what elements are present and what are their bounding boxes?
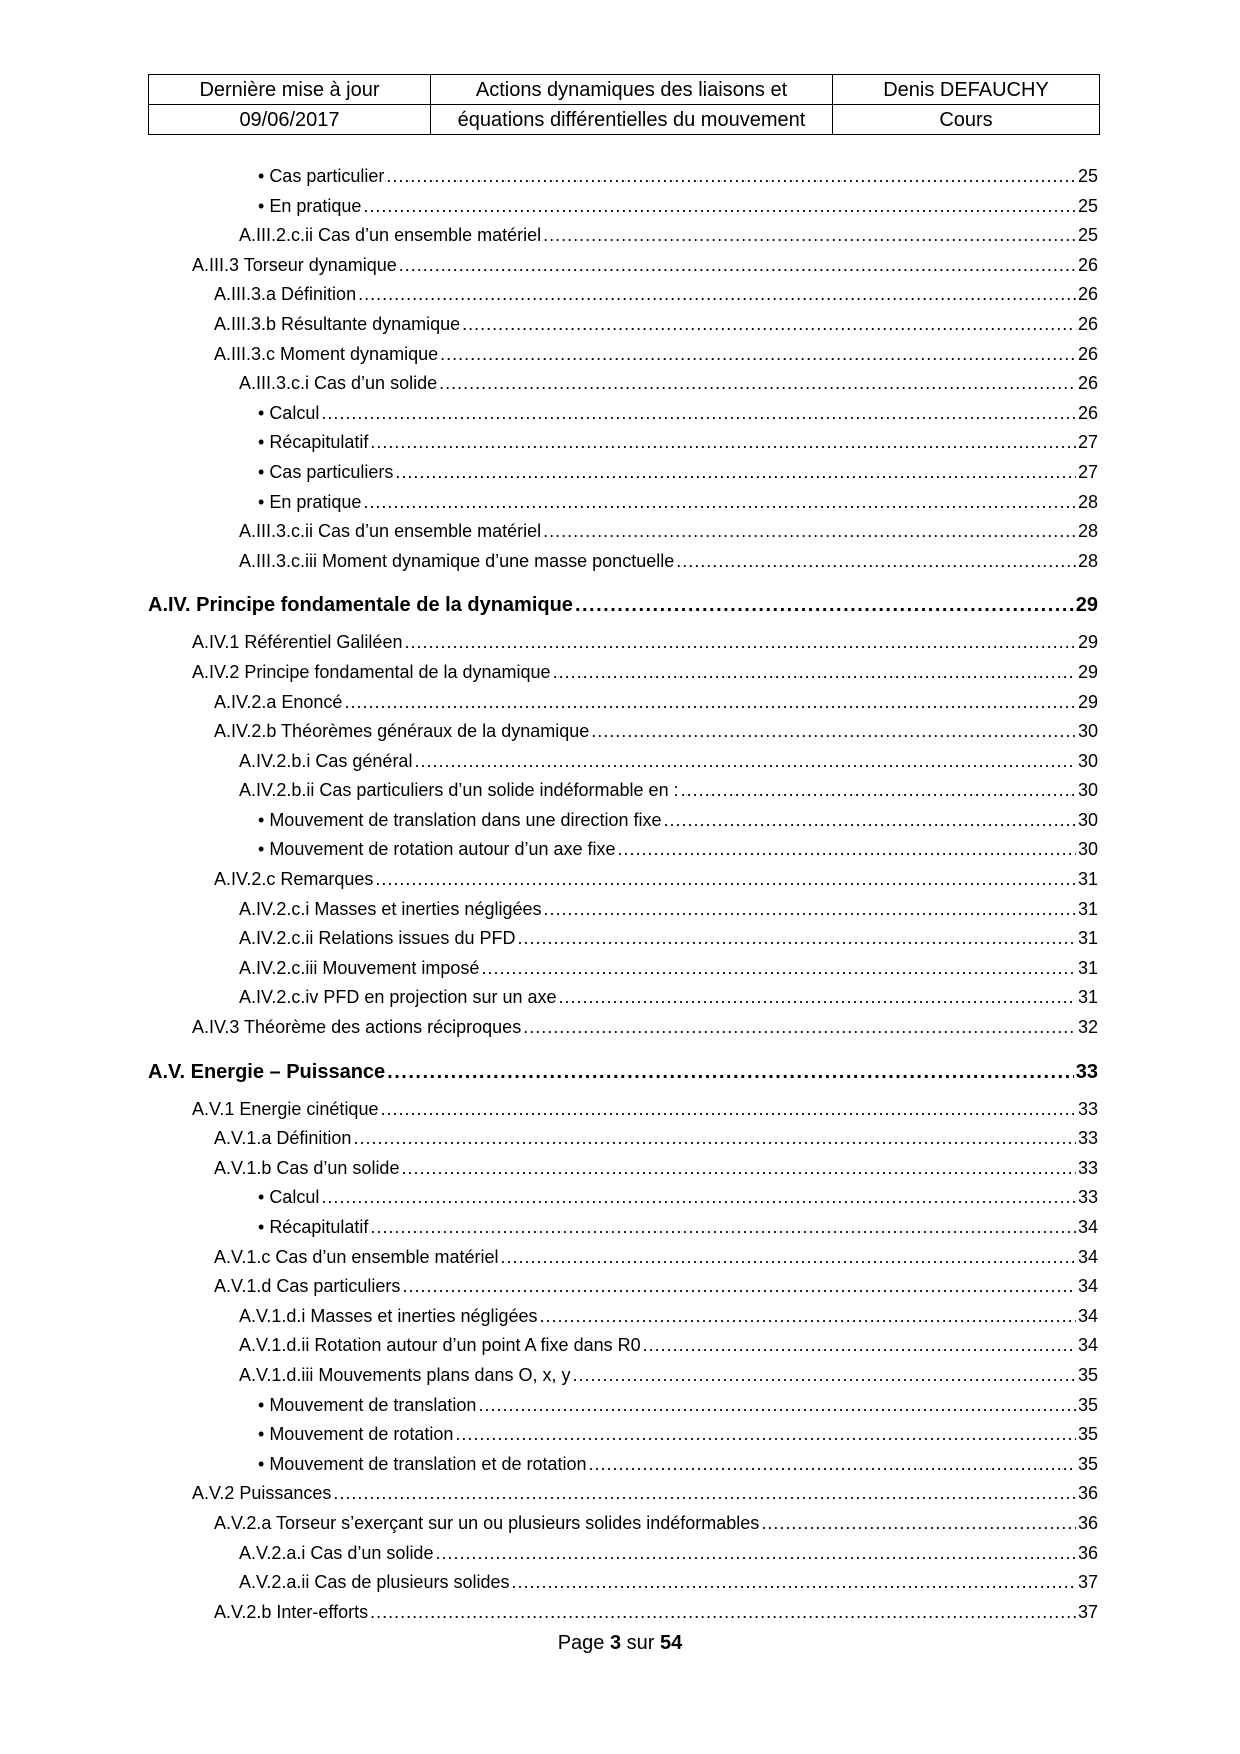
toc-entry-link[interactable] bbox=[148, 658, 1098, 688]
dot-leader bbox=[402, 1272, 1076, 1302]
toc-entry-link[interactable] bbox=[148, 924, 1098, 954]
toc-page-number: 34 bbox=[1077, 1335, 1098, 1356]
dot-leader bbox=[589, 1450, 1076, 1480]
toc-page-number: 26 bbox=[1077, 284, 1098, 305]
dot-leader bbox=[435, 1539, 1076, 1569]
document-header bbox=[148, 74, 1100, 135]
dot-leader bbox=[399, 251, 1076, 281]
dot-leader bbox=[618, 835, 1076, 865]
dot-leader bbox=[363, 192, 1076, 222]
toc-entry-link[interactable] bbox=[148, 1568, 1098, 1598]
dot-leader bbox=[517, 924, 1076, 954]
toc-entry-link[interactable] bbox=[148, 1420, 1098, 1450]
dot-leader bbox=[500, 1243, 1075, 1273]
dot-leader bbox=[553, 658, 1076, 688]
toc-entry-link[interactable] bbox=[148, 835, 1098, 865]
toc-page-number: 35 bbox=[1077, 1394, 1098, 1415]
toc-page-number: 31 bbox=[1077, 987, 1098, 1008]
toc-entry-link[interactable] bbox=[148, 983, 1098, 1013]
dot-leader bbox=[481, 954, 1076, 984]
toc-entry-link[interactable] bbox=[148, 1272, 1098, 1302]
toc-entry-label: A.V.1.d Cas particuliers bbox=[214, 1276, 401, 1297]
last-update-label: Dernière mise à jour bbox=[149, 75, 431, 105]
toc-entry-link[interactable] bbox=[148, 1124, 1098, 1154]
dot-leader bbox=[358, 280, 1076, 310]
toc-page-number: 36 bbox=[1077, 1483, 1098, 1504]
toc-entry-link[interactable] bbox=[148, 954, 1098, 984]
toc-page-number: 29 bbox=[1077, 632, 1098, 653]
toc-entry-link[interactable] bbox=[148, 162, 1098, 192]
toc-page-number: 36 bbox=[1077, 1512, 1098, 1533]
toc-entry-label: • Mouvement de translation dans une direction fixe bbox=[258, 806, 662, 836]
dot-leader bbox=[414, 747, 1076, 777]
dot-leader bbox=[523, 1013, 1076, 1043]
dot-leader bbox=[540, 1302, 1076, 1332]
toc-page-number: 28 bbox=[1077, 491, 1098, 512]
toc-entry-link[interactable] bbox=[148, 776, 1098, 806]
dot-leader bbox=[370, 1598, 1076, 1628]
toc-entry-link[interactable] bbox=[148, 717, 1098, 747]
toc-entry-link[interactable] bbox=[148, 1154, 1098, 1184]
toc-entry-link[interactable] bbox=[148, 547, 1098, 577]
toc-entry-link[interactable] bbox=[148, 1302, 1098, 1332]
toc-page-number: 28 bbox=[1077, 550, 1098, 571]
toc-entry-label: • Récapitulatif bbox=[258, 1213, 368, 1243]
toc-entry-link[interactable] bbox=[148, 340, 1098, 370]
toc-entry-link[interactable] bbox=[148, 1479, 1098, 1509]
toc-page-number: 35 bbox=[1077, 1453, 1098, 1474]
toc-page-number: 30 bbox=[1077, 750, 1098, 771]
toc-entry-label: A.III.2.c.ii Cas d’un ensemble matériel bbox=[239, 225, 542, 246]
toc-page-number: 26 bbox=[1077, 402, 1098, 423]
dot-leader bbox=[543, 517, 1076, 547]
toc-page-number: 37 bbox=[1077, 1601, 1098, 1622]
toc-entry-link[interactable] bbox=[148, 1243, 1098, 1273]
toc-entry-link[interactable] bbox=[148, 488, 1098, 518]
toc-entry-link[interactable] bbox=[148, 895, 1098, 925]
page-separator: sur bbox=[626, 1632, 655, 1654]
toc-entry-label: • Cas particulier bbox=[258, 162, 384, 192]
toc-entry-label: A.IV.2.c.iv PFD en projection sur un axe bbox=[239, 987, 557, 1008]
dot-leader bbox=[333, 1479, 1076, 1509]
toc-page-number: 35 bbox=[1077, 1424, 1098, 1445]
toc-entry-label: A.IV.2.c.iii Mouvement imposé bbox=[239, 957, 480, 978]
dot-leader bbox=[511, 1568, 1075, 1598]
toc-entry-link[interactable] bbox=[148, 1450, 1098, 1480]
toc-entry-label: • Mouvement de rotation bbox=[258, 1420, 453, 1450]
toc-entry-label: • Mouvement de translation et de rotation bbox=[258, 1450, 587, 1480]
toc-page-number: 29 bbox=[1075, 594, 1098, 617]
toc-entry-link[interactable] bbox=[148, 310, 1098, 340]
toc-entry-label: • Mouvement de rotation autour d’un axe fixe bbox=[258, 835, 616, 865]
toc-section-link[interactable] bbox=[148, 1049, 1098, 1095]
toc-entry-link[interactable] bbox=[148, 1095, 1098, 1125]
toc-entry-label: A.III.3.c.iii Moment dynamique d’une masse ponctuelle bbox=[239, 550, 675, 571]
document-title-line1: Actions dynamiques des liaisons et bbox=[431, 75, 833, 105]
toc-entry-label: A.V.1.a Définition bbox=[214, 1128, 352, 1149]
toc-page-number: 33 bbox=[1077, 1157, 1098, 1178]
toc-entry-link[interactable] bbox=[148, 1391, 1098, 1421]
document-type: Cours bbox=[833, 105, 1100, 135]
current-page-number: 3 bbox=[609, 1632, 622, 1654]
page-prefix: Page bbox=[557, 1632, 605, 1654]
toc-page-number: 25 bbox=[1077, 166, 1098, 186]
toc-entry-label: A.III.3.a Définition bbox=[214, 284, 357, 305]
toc-entry-label: A.III.3.b Résultante dynamique bbox=[214, 313, 461, 334]
dot-leader bbox=[543, 221, 1076, 251]
dot-leader bbox=[559, 983, 1076, 1013]
toc-entry-label: A.IV.2 Principe fondamental de la dynamique bbox=[192, 661, 551, 682]
toc-entry-label: A.III.3 Torseur dynamique bbox=[192, 254, 397, 275]
toc-page-number: 33 bbox=[1077, 1128, 1098, 1149]
dot-leader bbox=[321, 1183, 1076, 1213]
document-title-line2: équations différentielles du mouvement bbox=[431, 105, 833, 135]
dot-leader bbox=[353, 1124, 1076, 1154]
toc-entry-label: • Calcul bbox=[258, 399, 319, 429]
toc-page-number: 27 bbox=[1077, 461, 1098, 482]
dot-leader bbox=[363, 488, 1076, 518]
toc-page-number: 29 bbox=[1077, 691, 1098, 712]
toc-entry-label: A.V. Energie – Puissance bbox=[148, 1060, 386, 1083]
dot-leader bbox=[386, 162, 1076, 192]
toc-entry-link[interactable] bbox=[148, 280, 1098, 310]
toc-page-number: 26 bbox=[1077, 254, 1098, 275]
toc-page-number: 34 bbox=[1077, 1276, 1098, 1297]
dot-leader bbox=[370, 1213, 1076, 1243]
toc-page-number: 26 bbox=[1077, 313, 1098, 334]
toc-page-number: 37 bbox=[1077, 1572, 1098, 1593]
toc-page-number: 27 bbox=[1077, 432, 1098, 453]
toc-entry-link[interactable] bbox=[148, 192, 1098, 222]
toc-page-number: 28 bbox=[1077, 521, 1098, 542]
toc-page-number: 35 bbox=[1077, 1364, 1098, 1385]
toc-entry-label: A.IV.2.c Remarques bbox=[214, 869, 374, 890]
toc-page-number: 32 bbox=[1077, 1017, 1098, 1038]
toc-entry-link[interactable] bbox=[148, 806, 1098, 836]
toc-entry-link[interactable] bbox=[148, 1213, 1098, 1243]
toc-page-number: 29 bbox=[1077, 661, 1098, 682]
toc-entry-link[interactable] bbox=[148, 1539, 1098, 1569]
toc-entry-link[interactable] bbox=[148, 865, 1098, 895]
dot-leader bbox=[643, 1331, 1076, 1361]
toc-entry-label: A.V.2.b Inter-efforts bbox=[214, 1601, 369, 1622]
toc-entry-label: A.IV.1 Référentiel Galiléen bbox=[192, 632, 403, 653]
toc-entry-label: A.IV.2.b.i Cas général bbox=[239, 750, 413, 771]
dot-leader bbox=[401, 1154, 1076, 1184]
dot-leader bbox=[575, 582, 1074, 628]
toc-entry-link[interactable] bbox=[148, 1509, 1098, 1539]
dot-leader bbox=[370, 428, 1076, 458]
dot-leader bbox=[761, 1509, 1076, 1539]
toc-entry-label: A.III.3.c.ii Cas d’un ensemble matériel bbox=[239, 521, 542, 542]
total-pages: 54 bbox=[660, 1632, 683, 1654]
toc-page-number: 30 bbox=[1077, 839, 1098, 860]
toc-entry-label: A.IV.2.c.ii Relations issues du PFD bbox=[239, 928, 516, 949]
dot-leader bbox=[440, 340, 1076, 370]
toc-entry-label: A.III.3.c Moment dynamique bbox=[214, 343, 439, 364]
dot-leader bbox=[681, 776, 1076, 806]
toc-entry-label: A.III.3.c.i Cas d’un solide bbox=[239, 373, 438, 394]
page-footer bbox=[0, 1632, 1240, 1655]
last-update-date: 09/06/2017 bbox=[149, 105, 431, 135]
table-of-contents bbox=[148, 162, 1098, 1627]
toc-entry-link[interactable] bbox=[148, 458, 1098, 488]
toc-page-number: 33 bbox=[1075, 1060, 1098, 1083]
toc-entry-label: A.V.2.a.i Cas d’un solide bbox=[239, 1542, 434, 1563]
dot-leader bbox=[321, 399, 1076, 429]
toc-entry-link[interactable] bbox=[148, 1361, 1098, 1391]
dot-leader bbox=[344, 688, 1076, 718]
toc-page-number: 34 bbox=[1077, 1305, 1098, 1326]
toc-entry-label: A.V.1.c Cas d’un ensemble matériel bbox=[214, 1246, 499, 1267]
toc-section-link[interactable] bbox=[148, 582, 1098, 628]
toc-entry-label: A.V.1.d.ii Rotation autour d’un point A fixe dans R0 bbox=[239, 1335, 641, 1356]
dot-leader bbox=[375, 865, 1076, 895]
toc-page-number: 31 bbox=[1077, 957, 1098, 978]
toc-page-number: 36 bbox=[1077, 1542, 1098, 1563]
toc-entry-label: A.IV.3 Théorème des actions réciproques bbox=[192, 1017, 522, 1038]
toc-entry-label: A.V.2.a Torseur s’exerçant sur un ou plusieurs solides indéformables bbox=[214, 1512, 760, 1533]
dot-leader bbox=[573, 1361, 1076, 1391]
toc-entry-link[interactable] bbox=[148, 221, 1098, 251]
dot-leader bbox=[455, 1420, 1076, 1450]
toc-page-number: 31 bbox=[1077, 898, 1098, 919]
toc-entry-label: • En pratique bbox=[258, 192, 361, 222]
dot-leader bbox=[544, 895, 1076, 925]
toc-page-number: 31 bbox=[1077, 928, 1098, 949]
toc-entry-label: A.V.2.a.ii Cas de plusieurs solides bbox=[239, 1572, 510, 1593]
toc-entry-label: • En pratique bbox=[258, 488, 361, 518]
toc-page-number: 30 bbox=[1077, 721, 1098, 742]
dot-leader bbox=[404, 628, 1076, 658]
toc-entry-label: A.IV.2.b.ii Cas particuliers d’un solide indéformable en : bbox=[239, 780, 679, 801]
toc-entry-label: A.V.2 Puissances bbox=[192, 1483, 332, 1504]
toc-entry-link[interactable] bbox=[148, 1013, 1098, 1043]
toc-entry-label: A.IV.2.c.i Masses et inerties négligées bbox=[239, 898, 542, 919]
toc-entry-link[interactable] bbox=[148, 747, 1098, 777]
toc-entry-link[interactable] bbox=[148, 399, 1098, 429]
toc-entry-link[interactable] bbox=[148, 1183, 1098, 1213]
toc-entry-link[interactable] bbox=[148, 369, 1098, 399]
toc-entry-label: • Mouvement de translation bbox=[258, 1391, 476, 1421]
dot-leader bbox=[395, 458, 1076, 488]
dot-leader bbox=[439, 369, 1076, 399]
toc-entry-label: A.V.1 Energie cinétique bbox=[192, 1098, 379, 1119]
toc-entry-link[interactable] bbox=[148, 1598, 1098, 1628]
toc-page-number: 30 bbox=[1077, 809, 1098, 830]
toc-entry-label: • Récapitulatif bbox=[258, 428, 368, 458]
toc-page-number: 26 bbox=[1077, 343, 1098, 364]
author-name: Denis DEFAUCHY bbox=[833, 75, 1100, 105]
toc-entry-label: A.IV.2.b Théorèmes généraux de la dynamique bbox=[214, 721, 590, 742]
toc-page-number: 31 bbox=[1077, 869, 1098, 890]
dot-leader bbox=[591, 717, 1076, 747]
dot-leader bbox=[462, 310, 1076, 340]
toc-page-number: 33 bbox=[1077, 1098, 1098, 1119]
toc-entry-link[interactable] bbox=[148, 251, 1098, 281]
toc-entry-link[interactable] bbox=[148, 688, 1098, 718]
toc-entry-link[interactable] bbox=[148, 1331, 1098, 1361]
toc-page-number: 34 bbox=[1077, 1217, 1098, 1237]
toc-entry-label: A.V.1.b Cas d’un solide bbox=[214, 1157, 400, 1178]
toc-entry-label: A.V.1.d.i Masses et inerties négligées bbox=[239, 1305, 538, 1326]
toc-entry-label: A.IV. Principe fondamentale de la dynamique bbox=[148, 594, 573, 617]
toc-page-number: 30 bbox=[1077, 780, 1098, 801]
toc-entry-link[interactable] bbox=[148, 428, 1098, 458]
toc-page-number: 26 bbox=[1077, 373, 1098, 394]
dot-leader bbox=[676, 547, 1076, 577]
toc-page-number: 33 bbox=[1077, 1187, 1098, 1208]
toc-entry-label: A.IV.2.a Enoncé bbox=[214, 691, 343, 712]
dot-leader bbox=[387, 1049, 1074, 1095]
toc-entry-link[interactable] bbox=[148, 628, 1098, 658]
toc-entry-label: • Cas particuliers bbox=[258, 458, 393, 488]
toc-page-number: 25 bbox=[1077, 225, 1098, 246]
dot-leader bbox=[380, 1095, 1076, 1125]
toc-entry-label: A.V.1.d.iii Mouvements plans dans O, x, y bbox=[239, 1364, 571, 1385]
toc-page-number: 34 bbox=[1077, 1246, 1098, 1267]
toc-page-number: 25 bbox=[1077, 195, 1098, 216]
dot-leader bbox=[478, 1391, 1076, 1421]
toc-entry-label: • Calcul bbox=[258, 1183, 319, 1213]
dot-leader bbox=[664, 806, 1076, 836]
toc-entry-link[interactable] bbox=[148, 517, 1098, 547]
